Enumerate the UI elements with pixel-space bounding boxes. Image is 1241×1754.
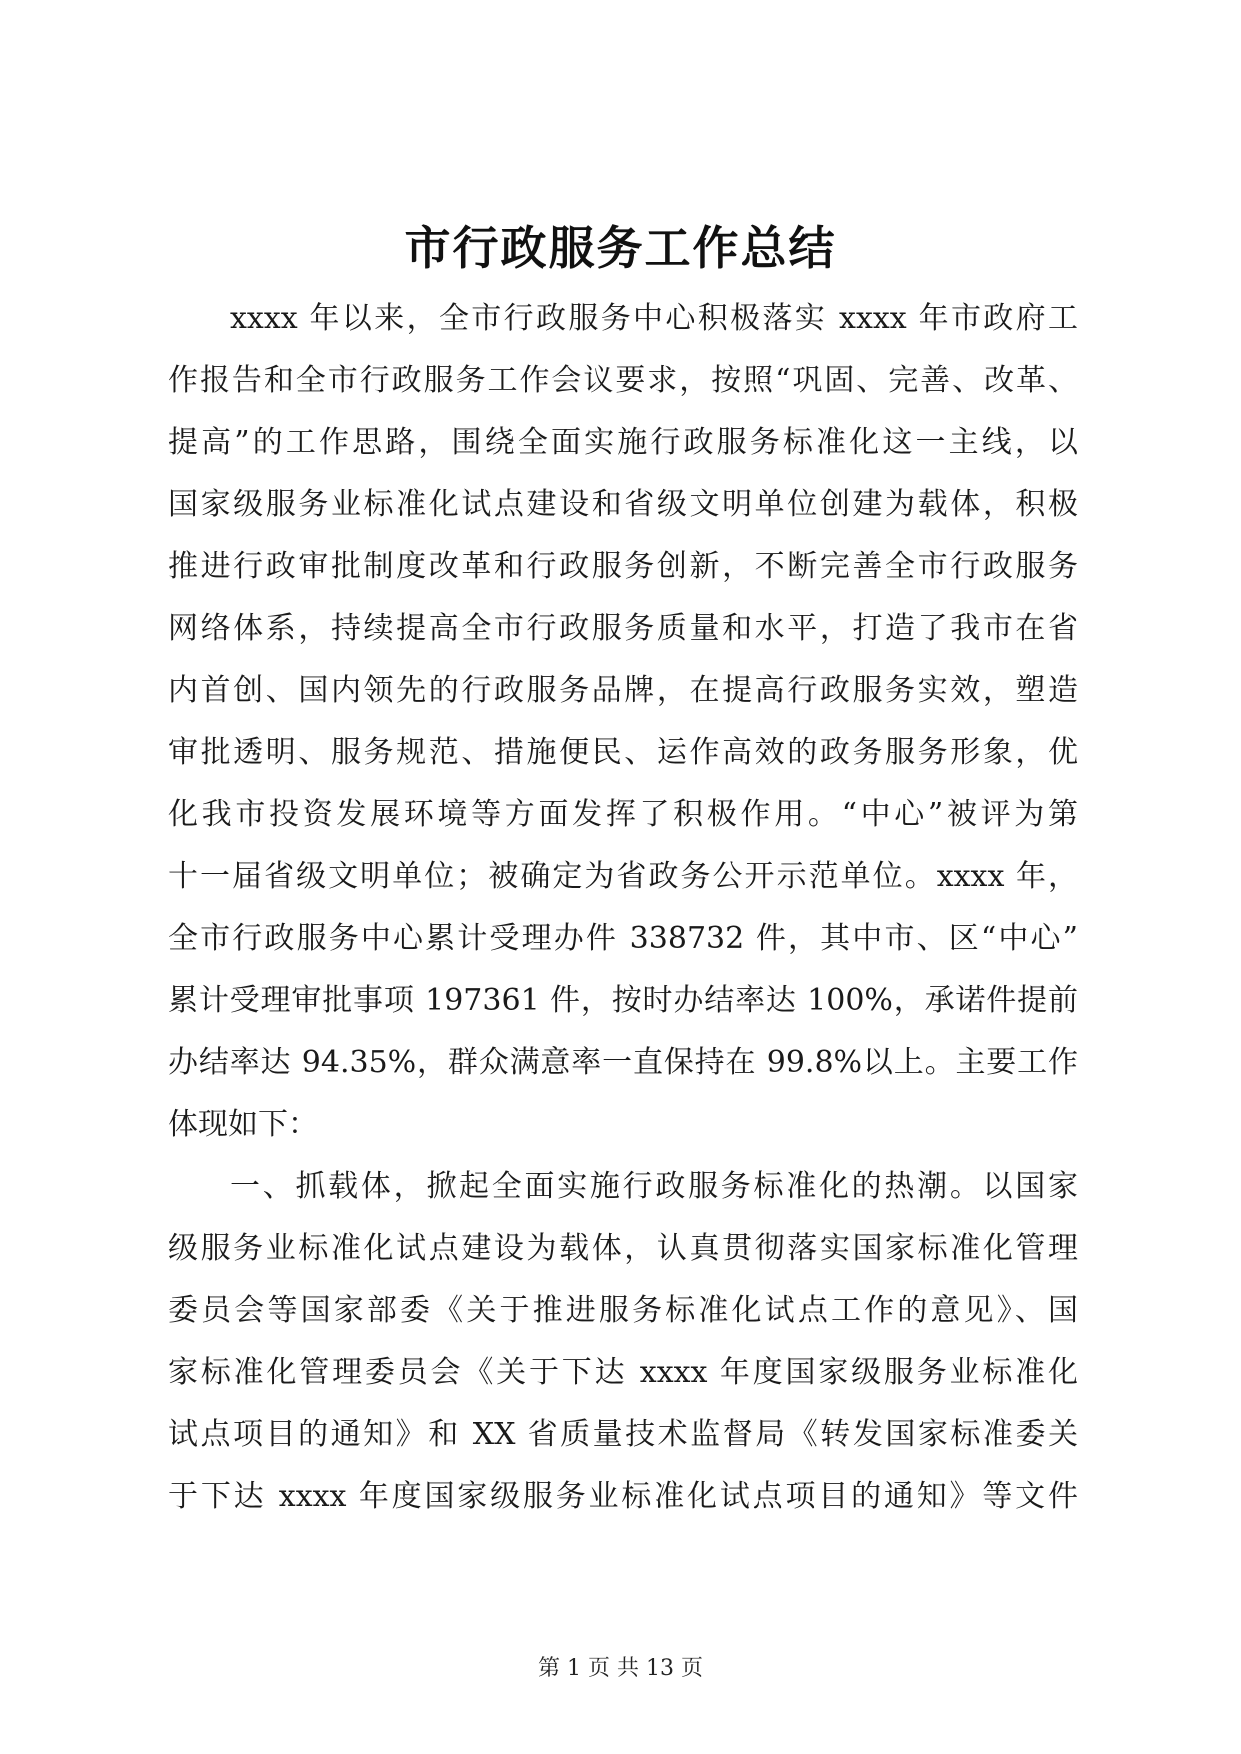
text-line: 级服务业标准化试点建设为载体，认真贯彻落实国家标准化管理	[168, 1231, 1078, 1266]
document-title: 市行政服务工作总结	[404, 221, 837, 275]
text-line: 于下达 xxxx 年度国家级服务业标准化试点项目的通知》等文件	[168, 1479, 1078, 1514]
document-body	[168, 288, 1078, 1528]
text-line: 网络体系，持续提高全市行政服务质量和水平，打造了我市在省	[168, 611, 1078, 646]
text-line: 审批透明、服务规范、措施便民、运作高效的政务服务形象，优	[168, 735, 1078, 770]
text-line: 试点项目的通知》和 XX 省质量技术监督局《转发国家标准委关	[168, 1417, 1078, 1452]
text-line: 内首创、国内领先的行政服务品牌，在提高行政服务实效，塑造	[168, 673, 1078, 708]
text-line: 累计受理审批事项 197361 件，按时办结率达 100%，承诺件提前	[168, 983, 1078, 1018]
text-line: 推进行政审批制度改革和行政服务创新，不断完善全市行政服务	[168, 549, 1078, 584]
paragraph	[168, 1156, 1078, 1528]
text-line: 办结率达 94.35%，群众满意率一直保持在 99.8%以上。主要工作	[168, 1045, 1078, 1080]
text-line: 提高”的工作思路，围绕全面实施行政服务标准化这一主线，以	[168, 425, 1078, 460]
page-number-footer: 第 1 页 共 13 页	[538, 1656, 703, 1681]
text-line: 家标准化管理委员会《关于下达 xxxx 年度国家级服务业标准化	[168, 1355, 1078, 1390]
text-line: 国家级服务业标准化试点建设和省级文明单位创建为载体，积极	[168, 487, 1078, 522]
text-line: 全市行政服务中心累计受理办件 338732 件，其中市、区“中心”	[168, 921, 1078, 956]
text-line: 十一届省级文明单位；被确定为省政务公开示范单位。xxxx 年，	[168, 859, 1078, 894]
text-line: 一、抓载体，掀起全面实施行政服务标准化的热潮。以国家	[230, 1169, 1078, 1204]
text-line: 体现如下：	[168, 1107, 318, 1142]
paragraph	[168, 288, 1078, 1156]
text-line: 化我市投资发展环境等方面发挥了积极作用。“中心”被评为第	[168, 797, 1078, 832]
text-line: xxxx 年以来，全市行政服务中心积极落实 xxxx 年市政府工	[230, 301, 1078, 336]
text-line: 作报告和全市行政服务工作会议要求，按照“巩固、完善、改革、	[168, 363, 1078, 398]
text-line: 委员会等国家部委《关于推进服务标准化试点工作的意见》、国	[168, 1293, 1078, 1328]
